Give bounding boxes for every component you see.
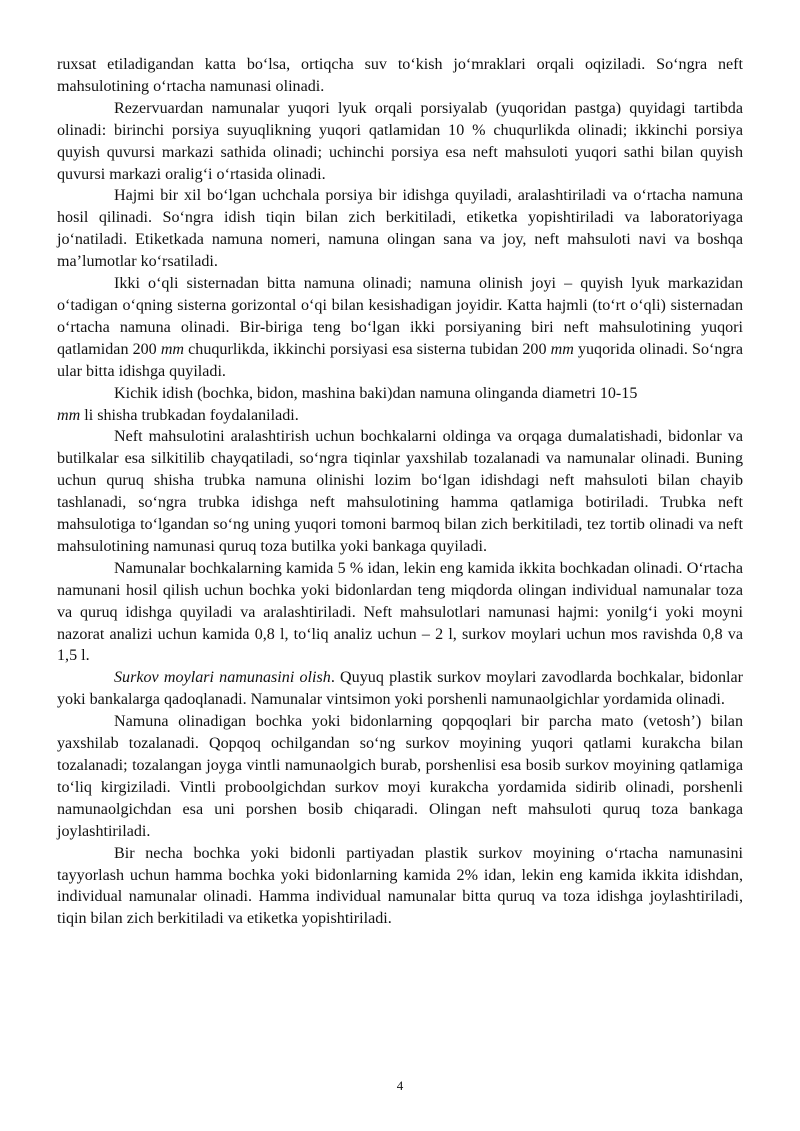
paragraph-8: Surkov moylari namunasini olish. Quyuq plastik surkov moylari zavodlarda bochkalar, bidonlar yoki bankalarga qadoqlanadi. Namunalar vintsimon yoki porshenli namunaolgichlar yordamida olinadi. — [57, 669, 743, 709]
document-body — [57, 54, 743, 930]
paragraph-5: Kichik idish (bochka, bidon, mashina baki)dan namuna olinganda diametri 10-15 mm li shisha trubkadan foydalaniladi. — [57, 384, 638, 424]
unit-mm: mm — [550, 340, 574, 358]
paragraph-10: Bir necha bochka yoki bidonli partiyadan plastik surkov moyining o‘rtacha namunasini tayyorlash uchun hamma bochka yoki bidonlarning kamida 2% idan, lekin eng kamida ikkita idishdan, individual namunalar olinadi. Hamma individual namunalar bitta quruq va toza idishga joylashtiriladi, tiqin bilan zich berkitiladi va etiketka yopishtiriladi. — [57, 844, 743, 928]
paragraph-9: Namuna olinadigan bochka yoki bidonlarning qopqoqlari bir parcha mato (vetosh’) bilan yaxshilab tozalanadi. Qopqoq ochilgandan so‘ng surkov moyining yuqori qatlami kurakcha bilan tozalanadi; tozalangan joyga vintli namunaolgich burab, porshenlisi esa bosib surkov moyining qatlamiga to‘liq kirgiziladi. Vintli proboolgichdan surkov moyi kurakcha yordamida sidirib olinadi, porshenli namunaolgichdan esa uni porshen bosib chiqaradi. Olingan neft mahsuloti quruq toza bankaga joylashtiriladi. — [57, 713, 743, 840]
unit-mm: mm — [160, 340, 185, 358]
paragraph-2: Rezervuardan namunalar yuqori lyuk orqali porsiyalab (yuqoridan pastga) quyidagi tartibda olinadi: birinchi porsiya suyuqlikning yuqori qatlamidan 10 % chuqurlikda olinadi; ikkinchi porsiya quyish quvursi markazi sathida olinadi; uchinchi porsiya esa neft mahsuloti yuqori sathi bilan quyish quvursi markazi oralig‘i o‘rtasida olinadi. — [57, 99, 743, 183]
page-number: 4 — [396, 1078, 404, 1093]
section-heading: Surkov moylari namunasini olish — [114, 669, 331, 687]
paragraph-6: Neft mahsulotini aralashtirish uchun bochkalarni oldinga va orqaga dumalatishadi, bidonlar va butilkalar esa silkitilib chayqatiladi, so‘ngra tiqinlar yaxshilab tozalanadi va namunalar olinadi. Buning uchun quruq shisha trubka namuna olinishi lozim bo‘lgan idishdagi neft mahsuloti bilan chayib tashlanadi, so‘ngra trubka idishga neft mahsulotining hamma qatlamiga botiriladi. Trubka neft mahsulotiga to‘lgandan so‘ng uning yuqori tomoni barmoq bilan zich berkitiladi, tez tortib olinadi va neft mahsulotining namunasi quruq toza butilka yoki bankaga quyiladi. — [57, 428, 743, 555]
unit-mm: mm — [57, 406, 81, 424]
paragraph-4: Ikki o‘qli sisternadan bitta namuna olinadi; namuna olinish joyi – quyish lyuk markazidan o‘tadigan o‘qning sisterna gorizontal o‘qi bilan kesishadigan joyidir. Katta hajmli (to‘rt o‘qli) sisternadan o‘rtacha namuna olinadi. Bir-biriga teng bo‘lgan ikki porsiyaning biri neft mahsulotining yuqori qatlamidan 200 mm chuqurlikda, ikkinchi porsiyasi esa sisterna tubidan 200 mm yuqorida olinadi. So‘ngra ular bitta idishga quyiladi. — [57, 275, 743, 380]
paragraph-7: Namunalar bochkalarning kamida 5 % idan, lekin eng kamida ikkita bochkadan olinadi. O‘rtacha namunani hosil qilish uchun bochka yoki bidonlardan teng miqdorda olingan individual namunalar toza va quruq idishga quyiladi va aralashtiriladi. Neft mahsulotlari namunasi hajmi: yonilg‘i yoki moyni nazorat analizi uchun kamida 0,8 l, to‘liq analiz uchun – 2 l, surkov moylari uchun mos ravishda 0,8 va 1,5 l. — [57, 559, 743, 665]
paragraph-1: ruxsat etiladigandan katta bo‘lsa, ortiqcha suv to‘kish jo‘mraklari orqali oqiziladi. So‘ngra neft mahsulotining o‘rtacha namunasi olinadi. — [57, 56, 743, 95]
paragraph-3: Hajmi bir xil bo‘lgan uchchala porsiya bir idishga quyiladi, aralashtiriladi va o‘rtacha namuna hosil qilinadi. So‘ngra idish tiqin bilan zich berkitiladi, etiketka yopishtiriladi va laboratoriyaga jo‘natiladi. Etiketkada namuna nomeri, namuna olingan sana va joy, neft mahsuloti navi va boshqa ma’lumotlar ko‘rsatiladi. — [57, 187, 743, 271]
